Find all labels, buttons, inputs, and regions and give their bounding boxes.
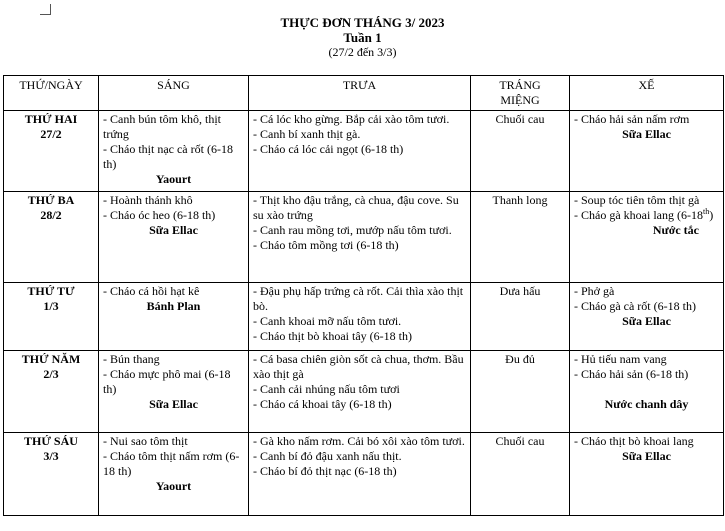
col-header-day: THỨ/NGÀY <box>4 76 99 111</box>
menu-extra: Sữa Ellac <box>622 449 671 463</box>
menu-header <box>0 15 725 60</box>
day-name: THỨ HAI <box>24 112 78 126</box>
afternoon-cell <box>570 433 724 516</box>
day-date: 1/3 <box>43 299 59 313</box>
menu-item: - Bún thang <box>103 352 160 366</box>
day-date: 27/2 <box>40 127 62 141</box>
menu-extra: Sữa Ellac <box>622 127 671 141</box>
menu-item <box>574 208 719 223</box>
menu-item: - Hoành thánh khô <box>103 193 193 207</box>
menu-item: - Canh bí xanh thịt gà. <box>253 127 361 141</box>
day-cell <box>4 192 99 283</box>
col-header-dessert-line1: TRÁNG <box>499 78 541 92</box>
menu-item: - Canh khoai mỡ nấu tôm tươi. <box>253 314 402 328</box>
menu-item-superscript: th <box>702 207 710 216</box>
morning-cell <box>99 192 249 283</box>
menu-item: - Cá basa chiên giòn sốt cà chua, thơm. Bầu xào thịt gà <box>253 352 464 381</box>
menu-item: - Cháo gà cà rốt (6-18 th) <box>574 299 696 313</box>
menu-item: - Cháo tôm mồng tơi (6-18 th) <box>253 238 399 252</box>
menu-extra: Sữa Ellac <box>622 314 671 328</box>
dessert-cell: Chuối cau <box>471 111 570 192</box>
menu-item: - Canh cải nhúng nấu tôm tươi <box>253 382 400 396</box>
day-cell <box>4 283 99 351</box>
dessert-cell: Chuối cau <box>471 433 570 516</box>
morning-cell <box>99 351 249 433</box>
noon-cell <box>249 192 471 283</box>
dessert-cell: Dưa hấu <box>471 283 570 351</box>
noon-cell <box>249 283 471 351</box>
noon-cell <box>249 433 471 516</box>
table-row <box>4 283 724 351</box>
day-name: THỨ BA <box>27 193 75 207</box>
menu-item: - Cháo cá khoai tây (6-18 th) <box>253 397 392 411</box>
menu-item: - Canh bí đỏ đậu xanh nấu thịt. <box>253 449 402 463</box>
menu-item: - Cháo bí đỏ thịt nạc (6-18 th) <box>253 464 397 478</box>
menu-item: - Cháo cá hồi hạt kê <box>103 284 200 298</box>
afternoon-cell <box>570 111 724 192</box>
menu-item: - Cháo óc heo (6-18 th) <box>103 208 216 222</box>
menu-item-close: ) <box>709 208 714 222</box>
menu-item: - Cháo cá lóc cải ngọt (6-18 th) <box>253 142 404 156</box>
menu-item: - Cháo thịt nạc cà rốt (6-18 th) <box>103 142 233 171</box>
day-cell <box>4 351 99 433</box>
morning-cell <box>99 111 249 192</box>
menu-item: - Cháo mực phô mai (6-18 th) <box>103 367 231 396</box>
menu-item: - Hủ tiếu nam vang <box>574 352 667 366</box>
page-corner-mark <box>40 4 51 15</box>
col-header-dessert <box>471 76 570 111</box>
day-name: THỨ NĂM <box>21 352 81 366</box>
menu-item: - Đậu phụ hấp trứng cà rốt. Cải thìa xào thịt bò. <box>253 284 464 313</box>
menu-extra: Nước chanh dây <box>604 397 689 411</box>
morning-cell <box>99 433 249 516</box>
menu-week: Tuần 1 <box>343 30 382 45</box>
afternoon-cell <box>570 283 724 351</box>
table-header-row <box>4 76 724 111</box>
menu-item: - Nui sao tôm thịt <box>103 434 188 448</box>
menu-extra: Sữa Ellac <box>149 397 198 411</box>
day-date: 3/3 <box>43 449 59 463</box>
menu-item: - Cháo hải sản (6-18 th) <box>574 367 689 381</box>
col-header-dessert-line2: MIỆNG <box>500 93 540 107</box>
menu-item: - Gà kho nấm rơm. Cải bó xôi xào tôm tươi. <box>253 434 465 448</box>
menu-extra: Sữa Ellac <box>149 223 198 237</box>
table-row <box>4 111 724 192</box>
noon-cell <box>249 351 471 433</box>
menu-date-range: (27/2 đến 3/3) <box>328 45 397 59</box>
day-date: 28/2 <box>40 208 62 222</box>
menu-item: - Cá lóc kho gừng. Bắp cải xào tôm tươi. <box>253 112 450 126</box>
day-name: THỨ SÁU <box>24 434 78 448</box>
col-header-noon: TRƯA <box>249 76 471 111</box>
menu-item: - Soup tóc tiên tôm thịt gà <box>574 193 700 207</box>
table-row <box>4 192 724 283</box>
col-header-morning: SÁNG <box>99 76 249 111</box>
day-name: THỨ TƯ <box>27 284 75 298</box>
afternoon-cell <box>570 351 724 433</box>
morning-cell <box>99 283 249 351</box>
menu-item: - Cháo hải sản nấm rơm <box>574 112 690 126</box>
table-row <box>4 351 724 433</box>
table-row <box>4 433 724 516</box>
menu-title: THỰC ĐƠN THÁNG 3/ 2023 <box>280 15 445 30</box>
menu-item: - Phở gà <box>574 284 615 298</box>
menu-item: - Canh bún tôm khô, thịt trứng <box>103 112 221 141</box>
menu-extra: Yaourt <box>155 479 192 493</box>
day-cell <box>4 111 99 192</box>
day-cell <box>4 433 99 516</box>
afternoon-cell <box>570 192 724 283</box>
menu-item: - Cháo thịt bò khoai lang <box>574 434 694 448</box>
menu-item: - Cháo thịt bò khoai tây (6-18 th) <box>253 329 412 343</box>
noon-cell <box>249 111 471 192</box>
menu-extra: Nước tắc <box>652 223 699 237</box>
dessert-cell: Thanh long <box>471 192 570 283</box>
menu-item-text: - Cháo gà khoai lang (6-18 <box>574 208 703 222</box>
dessert-cell: Đu đủ <box>471 351 570 433</box>
col-header-afternoon: XẾ <box>570 76 724 111</box>
menu-item: - Cháo tôm thịt nấm rơm (6-18 th) <box>103 449 240 478</box>
menu-extra: Yaourt <box>155 172 192 186</box>
menu-item: - Canh rau mồng tơi, mướp nấu tôm tươi. <box>253 223 452 237</box>
day-date: 2/3 <box>43 367 59 381</box>
menu-extra: Bánh Plan <box>146 299 201 313</box>
menu-item: - Thịt kho đậu trắng, cà chua, đậu cove. Su su xào trứng <box>253 193 459 222</box>
menu-table <box>3 75 724 516</box>
